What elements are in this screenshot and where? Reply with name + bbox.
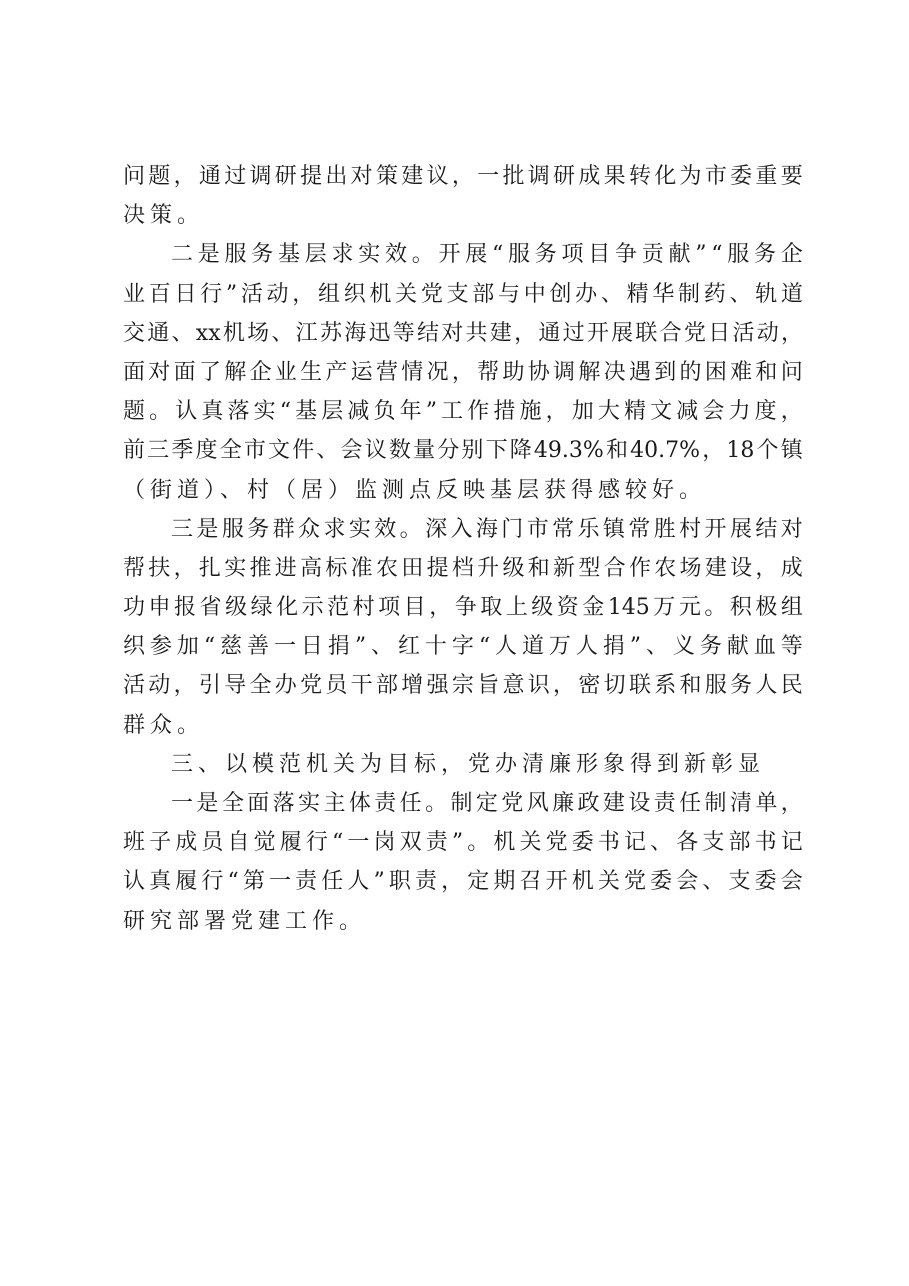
text-line: 决策。 [123,203,205,229]
text-line: 群众。 [123,712,205,738]
text-line: 面 对 面 了 解 企 业 生 产 运 营 情 况 ， 帮 助 协 调 解 决 遇 到 的 困 难 和 问 [123,359,803,385]
text-line: （街道）、村（居）监测点反映基层获得感较好。 [123,477,707,503]
text-line: 一 是 全 面 落 实 主 体 责 任 。 制 定 党 风 廉 政 建 设 责 任 制 清 单 ， [171,791,803,816]
text-line: 前 三 季 度 全 市 文 件 、 会 议 数 量 分 别 下 降 49.3% 和 40.7% ， 18 个 镇 [123,438,803,464]
text-line: 研究部署党建工作。 [123,908,367,934]
text-line: 织 参 加 “ 慈 善 一 日 捐 ” 、 红 十 字 “ 人 道 万 人 捐 ” 、 义 务 献 血 等 [123,634,803,660]
text-line: 二 是 服 务 基 层 求 实 效 。 开 展 “ 服 务 项 目 争 贡 献 ” “ 服 务 企 [171,242,803,268]
body-text [123,157,803,941]
text-line: 三 是 服 务 群 众 求 实 效 。 深 入 海 门 市 常 乐 镇 常 胜 村 开 展 结 对 [171,516,803,542]
text-line: 题 。 认 真 落 实 “ 基 层 减 负 年 ” 工 作 措 施 ， 加 大 精 文 减 会 力 度 ， [123,399,803,425]
text-line: 问 题 ， 通 过 调 研 提 出 对 策 建 议 ， 一 批 调 研 成 果 转 化 为 市 委 重 要 [123,164,803,189]
section-heading: 三、以模范机关为目标，党办清廉形象得到新彰显 [171,751,766,777]
text-line: 活 动 ， 引 导 全 办 党 员 干 部 增 强 宗 旨 意 识 ， 密 切 联 系 和 服 务 人 民 [123,673,803,699]
text-line: 帮 扶 ， 扎 实 推 进 高 标 准 农 田 提 档 升 级 和 新 型 合 作 农 场 建 设 ， 成 [123,555,803,581]
text-line: 认 真 履 行 “ 第 一 责 任 人 ” 职 责 ， 定 期 召 开 机 关 党 委 会 、 支 委 会 [123,869,803,895]
text-line: 班 子 成 员 自 觉 履 行 “ 一 岗 双 责 ” 。 机 关 党 委 书 记 、 各 支 部 书 记 [123,830,803,856]
text-line: 业 百 日 行 ” 活 动 ， 组 织 机 关 党 支 部 与 中 创 办 、 精 华 制 药 、 轨 道 [123,281,803,307]
text-line: 交 通 、 xx 机 场 、 江 苏 海 迅 等 结 对 共 建 ， 通 过 开 展 联 合 党 日 活 动 ， [123,320,803,346]
text-line: 功 申 报 省 级 绿 化 示 范 村 项 目 ， 争 取 上 级 资 金 145 万 元 。 积 极 组 [123,595,803,621]
